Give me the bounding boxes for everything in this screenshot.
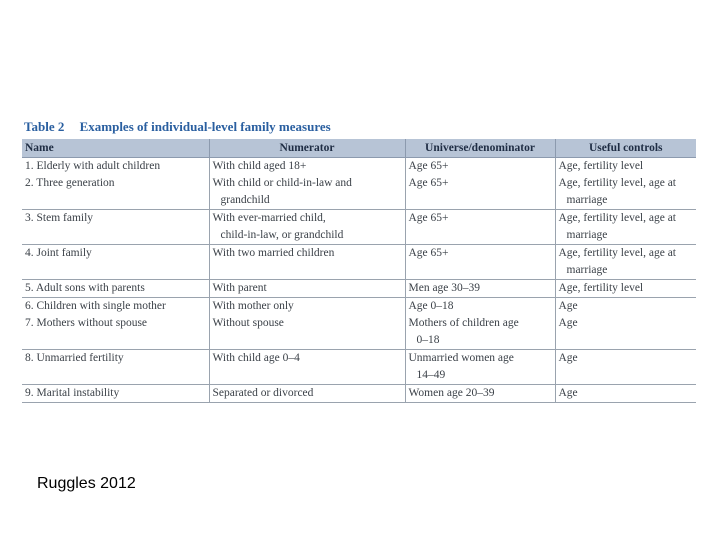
row-numerator: With parent [209, 280, 405, 298]
universe-continuation: 14–49 [416, 369, 446, 381]
controls-continuation: marriage [566, 194, 608, 206]
row-name: 7. Mothers without spouse [22, 315, 209, 350]
universe-line: Unmarried women age [408, 352, 514, 364]
controls-line: Age, fertility level, age at [558, 247, 677, 259]
row-name: 8. Unmarried fertility [22, 350, 209, 385]
row-numerator: Separated or divorced [209, 385, 405, 403]
controls-continuation: marriage [566, 229, 608, 241]
table-row [22, 385, 696, 403]
row-name: 3. Stem family [22, 210, 209, 245]
header-numerator: Numerator [209, 139, 405, 158]
table-number: Table 2 [24, 119, 65, 134]
row-numerator: With two married children [209, 245, 405, 280]
row-controls: Age [555, 350, 696, 385]
header-name: Name [22, 139, 209, 158]
table-row [22, 280, 696, 298]
table-row [22, 298, 696, 316]
numerator-continuation: grandchild [220, 194, 270, 206]
row-numerator: With mother only [209, 298, 405, 316]
header-row [22, 139, 696, 158]
row-universe: Age 65+ [405, 175, 555, 210]
row-universe [405, 315, 555, 350]
row-name: 4. Joint family [22, 245, 209, 280]
numerator-continuation: child-in-law, or grandchild [220, 229, 344, 241]
row-controls: Age [555, 385, 696, 403]
row-name: 2. Three generation [22, 175, 209, 210]
header-controls: Useful controls [555, 139, 696, 158]
header-universe: Universe/denominator [405, 139, 555, 158]
row-numerator [209, 210, 405, 245]
row-universe: Age 0–18 [405, 298, 555, 316]
table-row [22, 315, 696, 350]
controls-line: Age, fertility level, age at [558, 177, 677, 189]
row-controls: Age, fertility level [555, 280, 696, 298]
table-row [22, 245, 696, 280]
numerator-line: With child or child-in-law and [212, 177, 352, 189]
row-name: 5. Adult sons with parents [22, 280, 209, 298]
row-numerator [209, 175, 405, 210]
row-controls: Age [555, 298, 696, 316]
table-title-text: Examples of individual-level family measures [79, 119, 331, 134]
citation-caption: Ruggles 2012 [37, 475, 136, 492]
controls-line: Age, fertility level, age at [558, 212, 677, 224]
universe-line: Mothers of children age [408, 317, 519, 329]
row-numerator: With child age 0–4 [209, 350, 405, 385]
row-controls: Age [555, 315, 696, 350]
row-controls [555, 175, 696, 210]
row-controls [555, 245, 696, 280]
family-measures-table [22, 139, 696, 403]
table-row [22, 210, 696, 245]
row-controls [555, 210, 696, 245]
table-title [24, 119, 331, 135]
row-universe: Men age 30–39 [405, 280, 555, 298]
row-numerator: Without spouse [209, 315, 405, 350]
row-numerator: With child aged 18+ [209, 158, 405, 176]
table-row [22, 158, 696, 176]
table-row [22, 175, 696, 210]
row-universe [405, 350, 555, 385]
numerator-line: With ever-married child, [212, 212, 326, 224]
row-controls: Age, fertility level [555, 158, 696, 176]
row-name: 1. Elderly with adult children [22, 158, 209, 176]
universe-continuation: 0–18 [416, 334, 440, 346]
row-universe: Age 65+ [405, 210, 555, 245]
row-name: 9. Marital instability [22, 385, 209, 403]
table-row [22, 350, 696, 385]
row-universe: Age 65+ [405, 245, 555, 280]
row-name: 6. Children with single mother [22, 298, 209, 316]
row-universe: Age 65+ [405, 158, 555, 176]
row-universe: Women age 20–39 [405, 385, 555, 403]
controls-continuation: marriage [566, 264, 608, 276]
